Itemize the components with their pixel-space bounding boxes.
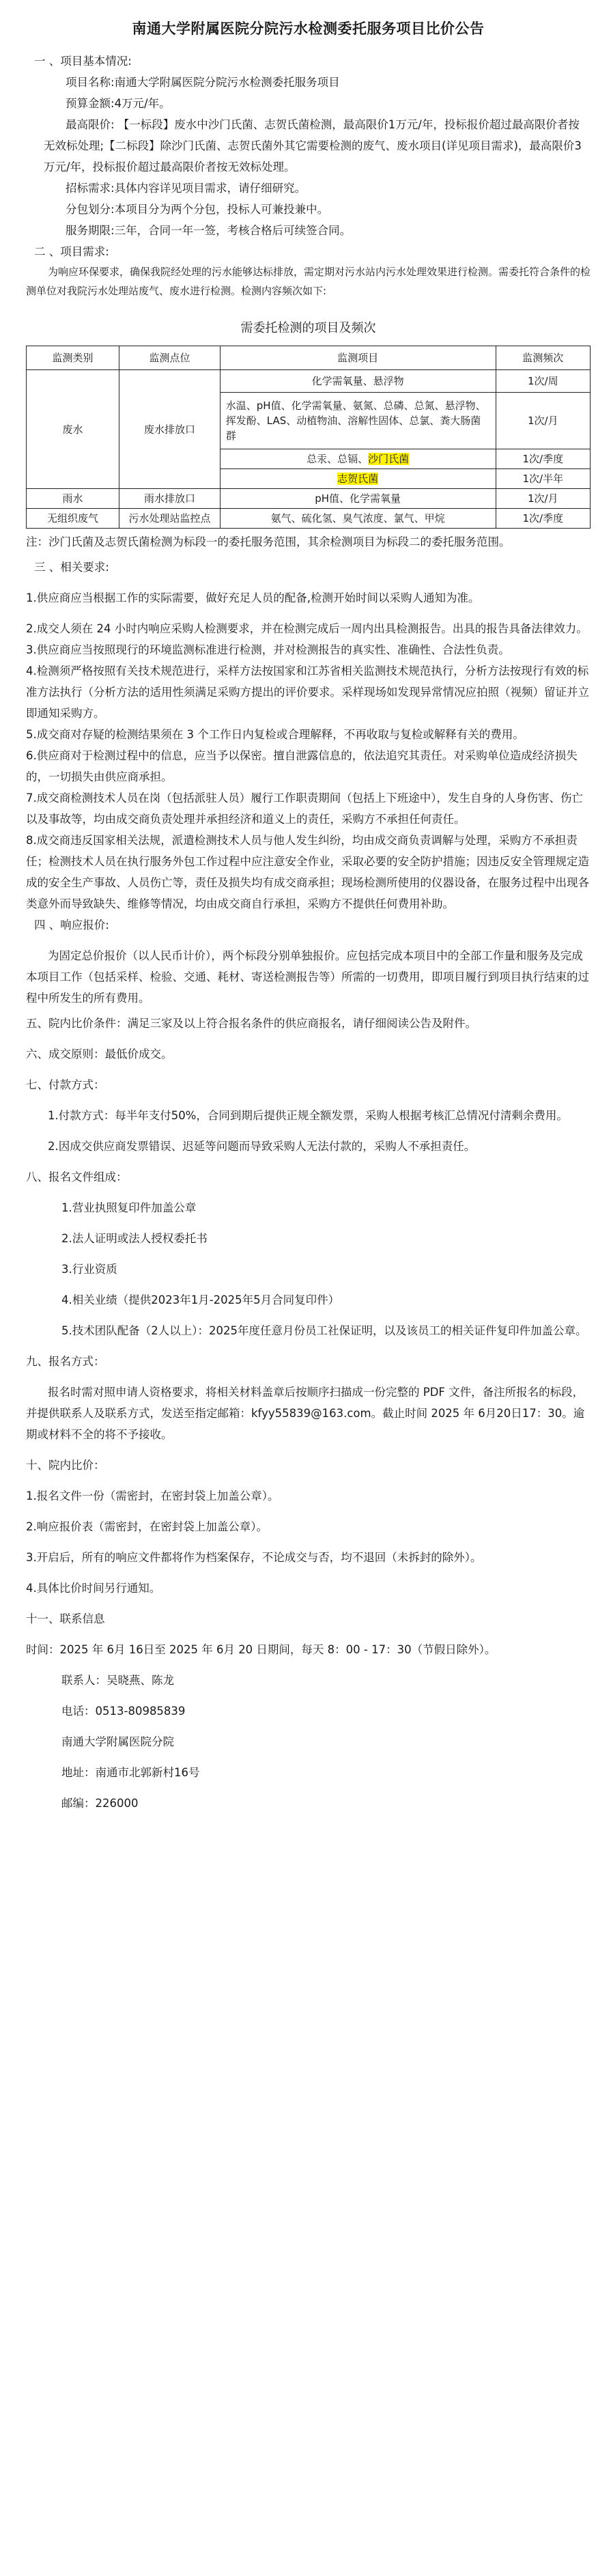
comparison-item-1: 1.报名文件一份（需密封，在密封袋上加盖公章）。 (26, 1489, 279, 1502)
file-item-4: 4.相关业绩（提供2023年1月-2025年5月合同复印件） (61, 1293, 340, 1306)
section-7-heading: 七、付款方式： (26, 1078, 105, 1091)
payment-2: 2.因成交供应商发票错误、迟延等问题而导致采购人无法付款的，采购人不承担责任。 (48, 1140, 476, 1153)
table-row (27, 489, 591, 509)
requirement-1: 1.供应商应当根据工作的实际需要，做好充足人员的配备,检测开始时间以采购人通知为准。 (26, 591, 480, 604)
table-cell: 总汞、总镉、沙门氏菌 (220, 449, 496, 469)
project-name: 项目名称:南通大学附属医院分院污水检测委托服务项目 (66, 76, 340, 89)
table-header-cell: 监测类别 (27, 346, 119, 370)
requirement-2: 2.成交人须在 24 小时内响应采购人检测要求，并在检测完成后一周内出具检测报告。出具的报告具备法律效力。 (26, 622, 588, 635)
table-cell: 化学需氧量、悬浮物 (220, 370, 496, 393)
monitoring-table (26, 346, 591, 529)
table-cell: 雨水排放口 (119, 489, 221, 509)
table-cell: 废水排放口 (119, 370, 221, 489)
file-item-1: 1.营业执照复印件加盖公章 (61, 1201, 197, 1214)
table-note: 注：沙门氏菌及志贺氏菌检测为标段一的委托服务范围，其余检测项目为标段二的委托服务范围。 (26, 535, 511, 548)
section-11-heading: 十一、联系信息 (26, 1612, 105, 1625)
table-cell: 无组织废气 (27, 509, 119, 529)
section-6: 六、成交原则：最低价成交。 (26, 1048, 173, 1061)
table-header-cell: 监测频次 (496, 346, 590, 370)
requirement-3: 3.供应商应当按照现行的环境监测标准进行检测，并对检测报告的真实性、准确性、合法性负责。 (26, 643, 510, 656)
table-cell: 1次/周 (496, 370, 590, 393)
section-1-heading: 一 、项目基本情况: (34, 55, 132, 68)
file-item-5: 5.技术团队配备（2人以上）：2025年度任意月份员工社保证明，以及该员工的相关证件复印件加盖公章。 (61, 1324, 587, 1337)
table-cell: 1次/季度 (496, 449, 590, 469)
requirement-8: 8.成交商违反国家相关法规，派遣检测技术人员与他人发生纠纷，均由成交商负责调解与处理，采购方不承担责任；检测技术人员在执行服务外包工作过程中应注意安全作业，采取必要的安全防护措施；因违反安全管理规定造成的安全生产事故、人员伤亡等，责任及损失均有成交商承担；现场检测所使用的仪器设备，在服务过程中出现各类意外而导致缺失、维修等情况，均由成交商自行承担，采购方不提供任何费用补助。 (26, 834, 589, 910)
requirement-5: 5.成交商对存疑的检测结果须在 3 个工作日内复检或合理解释，不再收取与复检或解释有关的费用。 (26, 728, 524, 741)
table-header-cell: 监测点位 (119, 346, 221, 370)
section-9-heading: 九、报名方式： (26, 1355, 105, 1368)
table-cell: 雨水 (27, 489, 119, 509)
quote-description: 为固定总价报价（以人民币计价），两个标段分别单独报价。应包括完成本项目中的全部工作量和服务及完成本项目工作（包括采样、检验、交通、耗材、寄送检测报告等）所需的一切费用，即项目履行到项目执行结束的过程中所发生的所有费用。 (26, 949, 589, 1005)
table-cell: 1次/月 (496, 393, 590, 449)
table-cell: 1次/月 (496, 489, 590, 509)
highlighted-text: 志贺氏菌 (337, 473, 379, 485)
max-price: 最高限价: 【一标段】废水中沙门氏菌、志贺氏菌检测，最高限价1万元/年，投标报价超过最高限价者按无效标处理;【二标段】除沙门氏菌、志贺氏菌外其它需要检测的废气、废水项目(详见项目需求)，最高限价3万元/年，投标报价超过最高限价者按无效标处理。 (44, 118, 582, 173)
requirement-7: 7.成交商检测技术人员在岗（包括派驻人员）履行工作职责期间（包括上下班途中），发生自身的人身伤害、伤亡以及事故等，均由成交商负责处理并承担经济和道义上的责任，采购方不承担任何责任。 (26, 792, 583, 826)
page-title: 南通大学附属医院分院污水检测委托服务项目比价公告 (132, 20, 485, 37)
table-cell: 废水 (27, 370, 119, 489)
section-5: 五、院内比价条件：满足三家及以上符合报名条件的供应商报名，请仔细阅读公告及附件。 (26, 1017, 477, 1030)
file-item-3: 3.行业资质 (61, 1263, 117, 1276)
payment-1: 1.付款方式：每半年支付50%，合同到期后提供正规全额发票，采购人根据考核汇总情况付清剩余费用。 (48, 1109, 568, 1122)
file-item-2: 2.法人证明或法人授权委托书 (61, 1232, 208, 1245)
table-title: 需委托检测的项目及频次 (240, 321, 376, 335)
contact-organization: 南通大学附属医院分院 (61, 1735, 174, 1748)
table-row (27, 370, 591, 393)
table-cell: 水温、pH值、化学需氧量、氨氮、总磷、总氮、悬浮物、挥发酚、LAS、动植物油、溶解性固体、总氯、粪大肠菌群 (220, 393, 496, 449)
table-cell: 1次/半年 (496, 469, 590, 489)
table-cell: 1次/季度 (496, 509, 590, 529)
highlighted-text: 沙门氏菌 (368, 453, 410, 465)
contact-address: 地址：南通市北郭新村16号 (61, 1766, 200, 1779)
section-3-heading: 三 、相关要求: (34, 561, 109, 574)
table-cell: 污水处理站监控点 (119, 509, 221, 529)
table-cell: pH值、化学需氧量 (220, 489, 496, 509)
contact-phone: 电话：0513-80985839 (61, 1705, 186, 1718)
budget: 预算金额:4万元/年。 (66, 97, 171, 110)
contact-person: 联系人：吴晓燕、陈龙 (61, 1674, 174, 1687)
registration-method: 报名时需对照申请人资格要求，将相关材料盖章后按顺序扫描成一份完整的 PDF 文件，备注所报名的标段，并提供联系人及联系方式，发送至指定邮箱：kfyy55839@163.com。截止时间 2025 年 6月20日17：30。逾期或材料不全的将不予接收。 (26, 1386, 585, 1441)
section-8-heading: 八、报名文件组成： (26, 1171, 128, 1184)
demand: 招标需求:具体内容详见项目需求，请仔细研究。 (66, 182, 307, 195)
table-header-cell: 监测项目 (220, 346, 496, 370)
contact-postcode: 邮编：226000 (61, 1797, 139, 1810)
table-header-row (27, 346, 591, 370)
section-4-heading: 四 、响应报价: (34, 919, 109, 932)
table-row (27, 509, 591, 529)
section-2-intro: 为响应环保要求，确保我院经处理的污水能够达标排放，需定期对污水站内污水处理效果进行检测。需委托符合条件的检测单位对我院污水处理站废气、废水进行检测。检测内容频次如下: (26, 266, 591, 297)
comparison-item-2: 2.响应报价表（需密封，在密封袋上加盖公章）。 (26, 1520, 268, 1533)
requirement-4: 4.检测须严格按照有关技术规范进行，采样方法按国家和江苏省相关监测技术规范执行，分析方法按现行有效的标准方法执行（分析方法的适用性须满足采购方提出的评价要求。采样现场如发现异常情况应拍照（视频）留证并立即通知采购方。 (26, 664, 589, 720)
service-period: 服务期限:三年，合同一年一签，考核合格后可续签合同。 (66, 224, 352, 237)
section-10-heading: 十、院内比价： (26, 1459, 105, 1472)
lots: 分包划分:本项目分为两个分包，投标人可兼投兼中。 (66, 203, 329, 216)
table-cell (220, 469, 496, 489)
contact-time: 时间：2025 年 6月 16日至 2025 年 6月 20 日期间，每天 8：00 - 17：30（节假日除外）。 (26, 1643, 496, 1656)
section-2-heading: 二 、项目需求: (34, 245, 109, 258)
table-cell: 氨气、硫化氢、臭气浓度、氯气、甲烷 (220, 509, 496, 529)
comparison-item-3: 3.开启后，所有的响应文件都将作为档案保存，不论成交与否，均不退回（未拆封的除外）。 (26, 1551, 482, 1564)
requirement-6: 6.供应商对于检测过程中的信息，应当予以保密。擅自泄露信息的，依法追究其责任。对采购单位造成经济损失的，一切损失由供应商承担。 (26, 749, 578, 783)
comparison-item-4: 4.具体比价时间另行通知。 (26, 1582, 161, 1595)
